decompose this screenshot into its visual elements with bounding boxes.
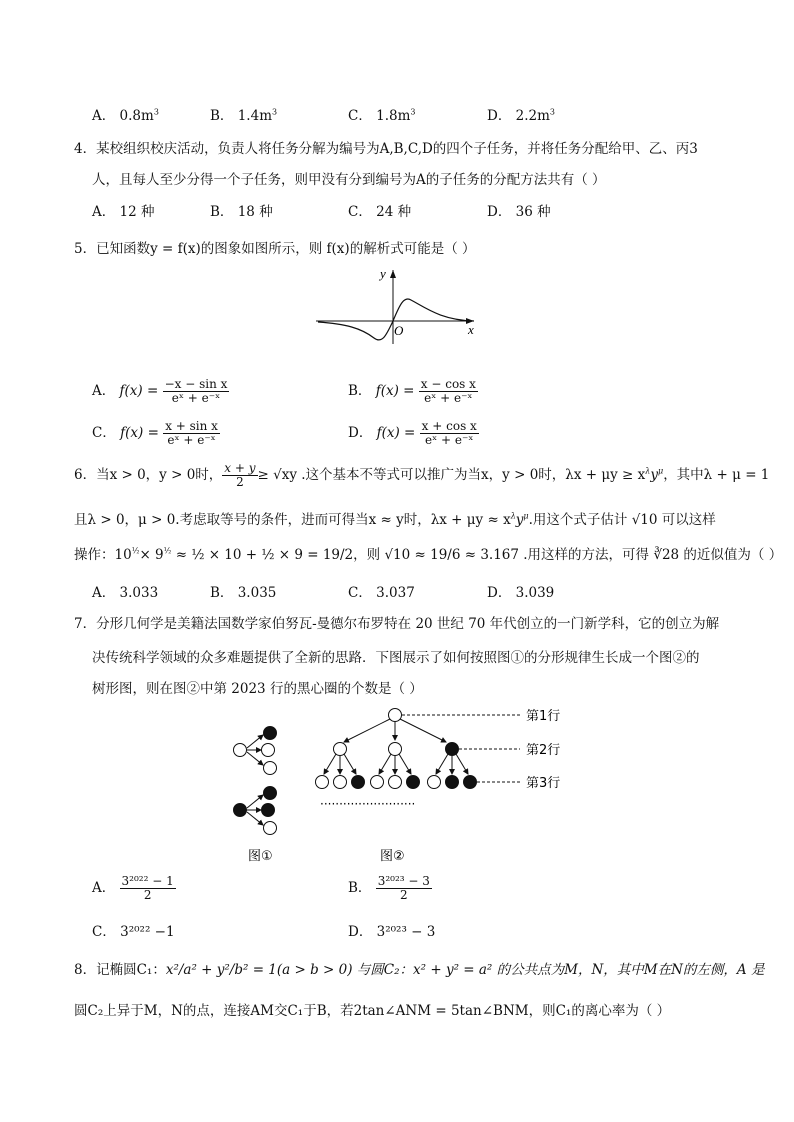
- q5-function-graph: [316, 266, 486, 346]
- fig2-caption: 图②: [380, 849, 405, 864]
- y-axis-label: y: [380, 266, 386, 281]
- q7-option-d: D． 3²⁰²³ − 3: [348, 924, 436, 940]
- q7-line3: 树形图，则在图②中第 2023 行的黑心圈的个数是（ ）: [92, 681, 423, 697]
- q4-stem-line2: 人，且每人至少分得一个子任务，则甲没有分到编号为A的子任务的分配方法共有（ ）: [92, 172, 606, 188]
- q6-line3: 操作：$10^{\frac{1}{2}}\times 9^{\frac{1}{2}}$ ≈ ½ × 10 + ½ × 9 = 19/2，则 √10 ≈ 19/6 ≈ 3.167 .用这样的方法，可得 ∛28 的近似值为（ ）: [74, 546, 783, 563]
- q8-line1: 8．记椭圆C₁：x²/a² + y²/b² = 1(a > b > 0) 与圆C₂：x² + y² = a² 的公共点为M，N，其中M在N的左侧，A 是: [74, 962, 765, 978]
- q7-option-b: B． $\frac{\text{3²⁰²³ − 3}}{2}$: [348, 874, 430, 903]
- q6-option-b: B． 3.035: [210, 585, 277, 601]
- q5-option-c: C． f(x) = $\frac{\text{x + sin x}}{\text{eˣ + e⁻ˣ}}$: [92, 419, 218, 448]
- q5-stem: 5．已知函数y = f(x)的图象如图所示，则 f(x)的解析式可能是（ ）: [74, 241, 476, 257]
- q7-fractal-figure: [228, 702, 608, 862]
- q6-line2: 且λ > 0，μ > 0.考虑取等号的条件，进而可得当x ≈ y时，$\lambda x + \mu y \approx x^\lambda y^\mu$.用这个式子估计 √10 可以这样: [74, 511, 716, 528]
- fig1-black-rule: [234, 787, 277, 835]
- q3-option-b: B． $1.4m^3$: [210, 107, 278, 124]
- y-axis-arrow: [390, 270, 396, 278]
- q8-line2: 圆C₂上异于M，N的点，连接AM交C₁于B，若2tan∠ANM = 5tan∠BNM，则C₁的离心率为（ ）: [74, 1003, 671, 1019]
- fig2-tree: [316, 709, 521, 789]
- q6-line1: 6．当x > 0，y > 0时， $\frac{x + y}{2}$ ≥ √xy .这个基本不等式可以推广为当x，y > 0时，$\lambda x + \mu y \ge x^\lambda y^\mu$，其中λ + μ = 1: [74, 461, 770, 490]
- fig1-white-rule: [234, 727, 277, 775]
- q7-line2: 决传统科学领域的众多难题提供了全新的思路．下图展示了如何按照图①的分形规律生长成一个图②的: [92, 650, 700, 666]
- q7-option-c: C． 3²⁰²² −1: [92, 924, 175, 940]
- q4-option-b: B． 18 种: [210, 204, 273, 220]
- q7-option-a: A． $\frac{\text{3²⁰²² − 1}}{2}$: [92, 874, 174, 903]
- continuation-dots: ·························: [320, 797, 416, 811]
- q5-option-a: A． f(x) = $\frac{\text{−x − sin x}}{\text{eˣ + e⁻ˣ}}$: [92, 377, 228, 406]
- q5-option-d: D． f(x) = $\frac{\text{x + cos x}}{\text{eˣ + e⁻ˣ}}$: [348, 419, 477, 448]
- q7-line1: 7．分形几何学是美籍法国数学家伯努瓦-曼德尔布罗特在 20 世纪 70 年代创立的一门新学科，它的创立为解: [74, 616, 720, 632]
- q6-option-d: D． 3.039: [487, 585, 555, 601]
- q5-option-b: B． f(x) = $\frac{\text{x − cos x}}{\text{eˣ + e⁻ˣ}}$: [348, 377, 476, 406]
- fig1-caption: 图①: [248, 849, 273, 864]
- q4-stem-line1: 4．某校组织校庆活动，负责人将任务分解为编号为A,B,C,D的四个子任务，并将任务分配给甲、乙、丙3: [74, 141, 698, 157]
- row1-label: 第1行: [526, 709, 561, 724]
- q6-option-a: A． 3.033: [92, 585, 159, 601]
- q3-option-c: C． $1.8m^3$: [348, 107, 416, 124]
- q3-option-d: D． $2.2m^3$: [487, 107, 555, 124]
- q3-option-a: A． $0.8m^3$: [92, 107, 159, 124]
- row2-label: 第2行: [526, 743, 561, 758]
- x-axis-label: x: [468, 322, 474, 337]
- q6-option-c: C． 3.037: [348, 585, 415, 601]
- q4-option-a: A． 12 种: [92, 204, 155, 220]
- q4-option-c: C． 24 种: [348, 204, 412, 220]
- row3-label: 第3行: [526, 776, 561, 791]
- q4-option-d: D． 36 种: [487, 204, 551, 220]
- origin-label: O: [394, 323, 404, 338]
